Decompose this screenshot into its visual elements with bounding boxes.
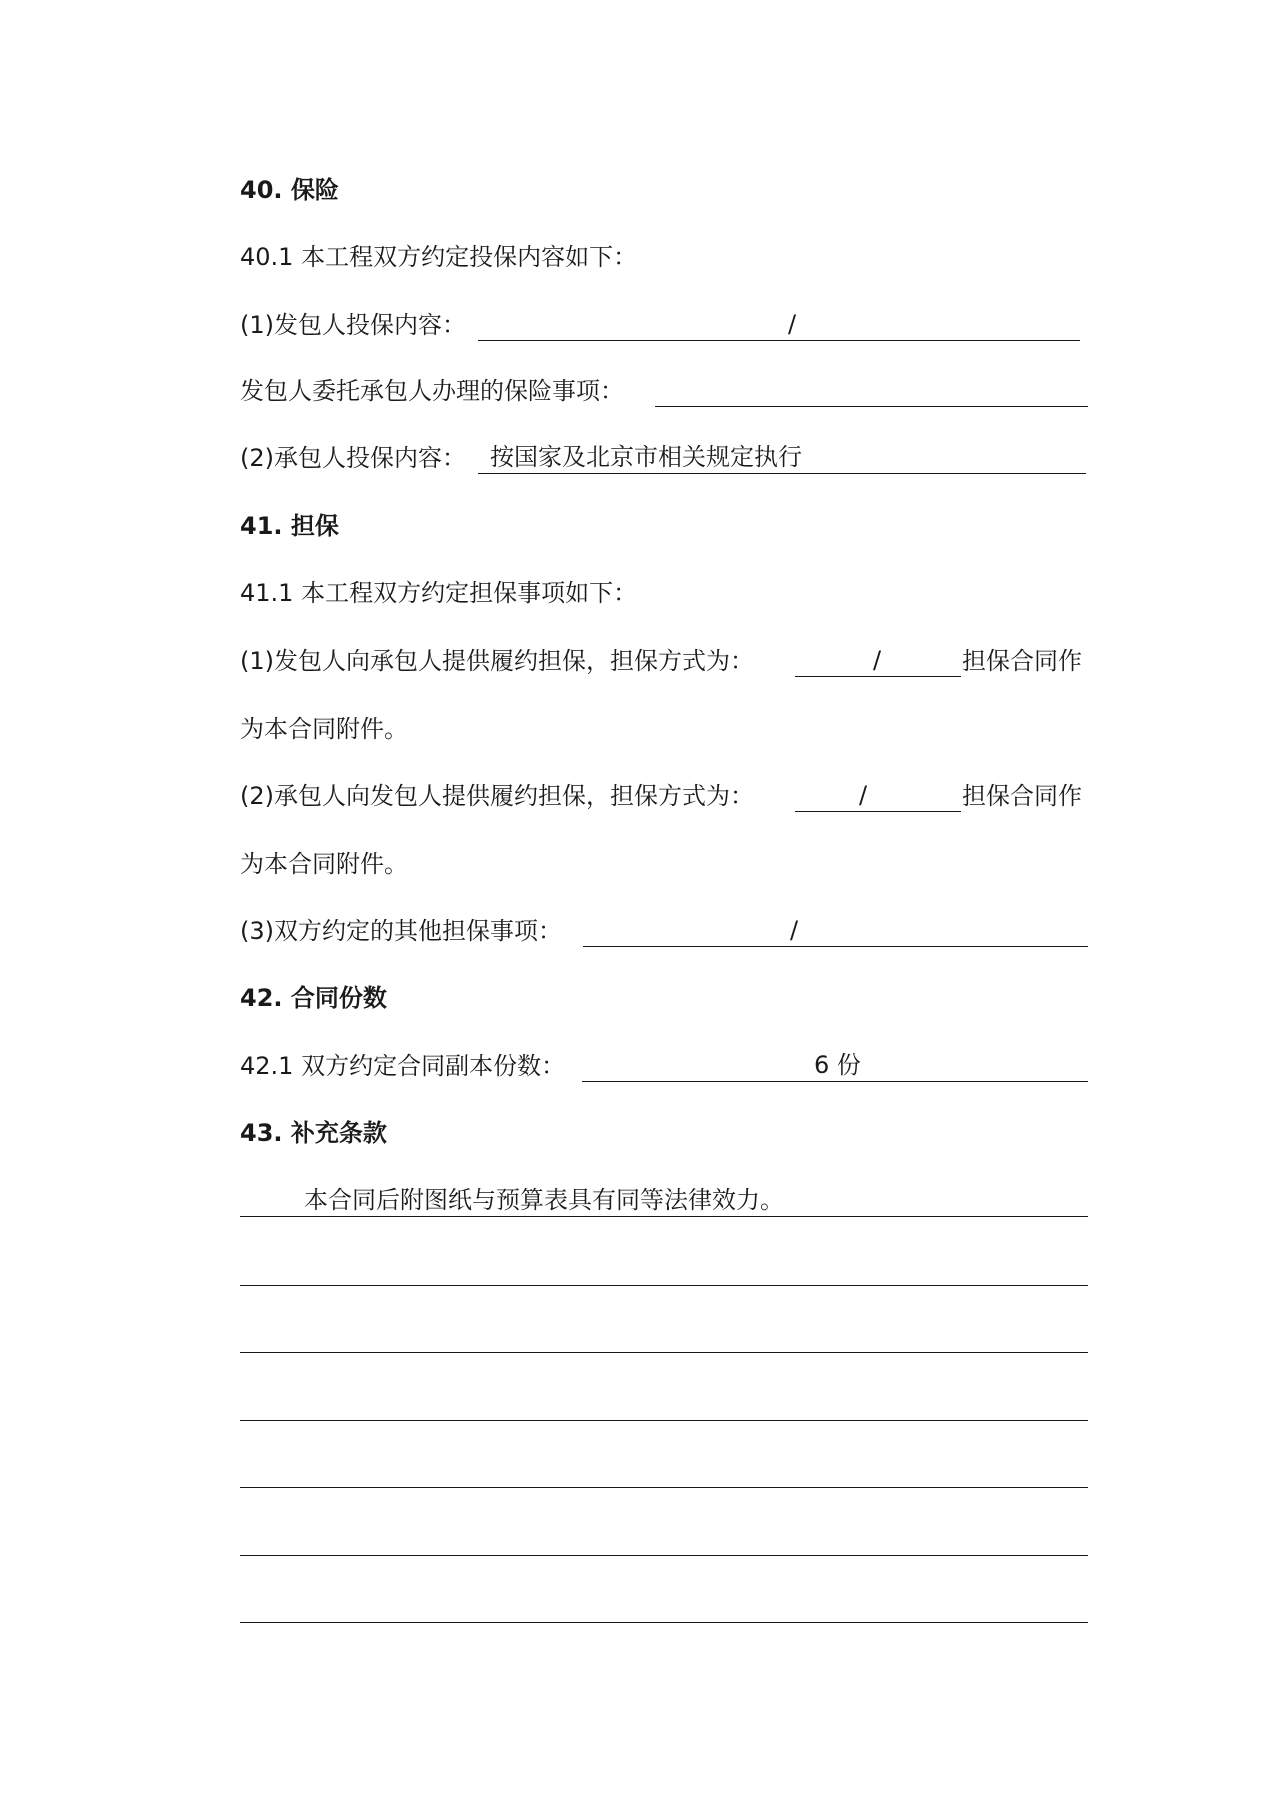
entrusted-insurance-label: 发包人委托承包人办理的保险事项： [240, 377, 624, 405]
guarantee-employer-label: (1)发包人向承包人提供履约担保，担保方式为： [240, 647, 754, 675]
section-40-1-intro: 40.1 本工程双方约定投保内容如下： [240, 243, 638, 271]
section-40-heading: 40. 保险 [240, 176, 339, 204]
insurer-contractor-value: 按国家及北京市相关规定执行 [490, 443, 802, 471]
copies-label: 42.1 双方约定合同副本份数： [240, 1052, 566, 1080]
section-42-heading: 42. 合同份数 [240, 984, 387, 1012]
guarantee-contractor-tail: 担保合同作 [962, 782, 1082, 810]
supplementary-line-2[interactable] [240, 1285, 1088, 1286]
section-43-heading: 43. 补充条款 [240, 1119, 387, 1147]
insurer-employer-field[interactable] [478, 309, 1080, 341]
supplementary-line-5[interactable] [240, 1487, 1088, 1488]
guarantee-employer-tail: 担保合同作 [962, 647, 1082, 675]
supplementary-text: 本合同后附图纸与预算表具有同等法律效力。 [304, 1186, 784, 1214]
other-guarantee-field[interactable] [583, 915, 1088, 947]
entrusted-insurance-field[interactable] [655, 375, 1088, 407]
insurer-employer-label: (1)发包人投保内容： [240, 311, 466, 339]
guarantee-employer-field[interactable] [795, 645, 961, 677]
guarantee-contractor-label: (2)承包人向发包人提供履约担保，担保方式为： [240, 782, 754, 810]
copies-value: 6 份 [814, 1051, 861, 1079]
other-guarantee-value: / [790, 916, 799, 944]
guarantee-contractor-field[interactable] [795, 780, 961, 812]
insurer-contractor-label: (2)承包人投保内容： [240, 444, 466, 472]
section-41-1-intro: 41.1 本工程双方约定担保事项如下： [240, 579, 638, 607]
guarantee-employer-value: / [873, 646, 882, 674]
supplementary-line-1[interactable] [240, 1185, 1088, 1217]
copies-field[interactable] [582, 1050, 1088, 1082]
guarantee-contractor-value: / [859, 781, 868, 809]
other-guarantee-label: (3)双方约定的其他担保事项： [240, 917, 562, 945]
insurer-employer-value: / [788, 310, 797, 338]
guarantee-contractor-continued: 为本合同附件。 [240, 850, 408, 878]
section-41-heading: 41. 担保 [240, 512, 339, 540]
supplementary-line-7[interactable] [240, 1622, 1088, 1623]
supplementary-line-6[interactable] [240, 1555, 1088, 1556]
insurer-contractor-field[interactable] [478, 442, 1086, 474]
guarantee-employer-continued: 为本合同附件。 [240, 715, 408, 743]
supplementary-line-4[interactable] [240, 1420, 1088, 1421]
supplementary-line-3[interactable] [240, 1352, 1088, 1353]
